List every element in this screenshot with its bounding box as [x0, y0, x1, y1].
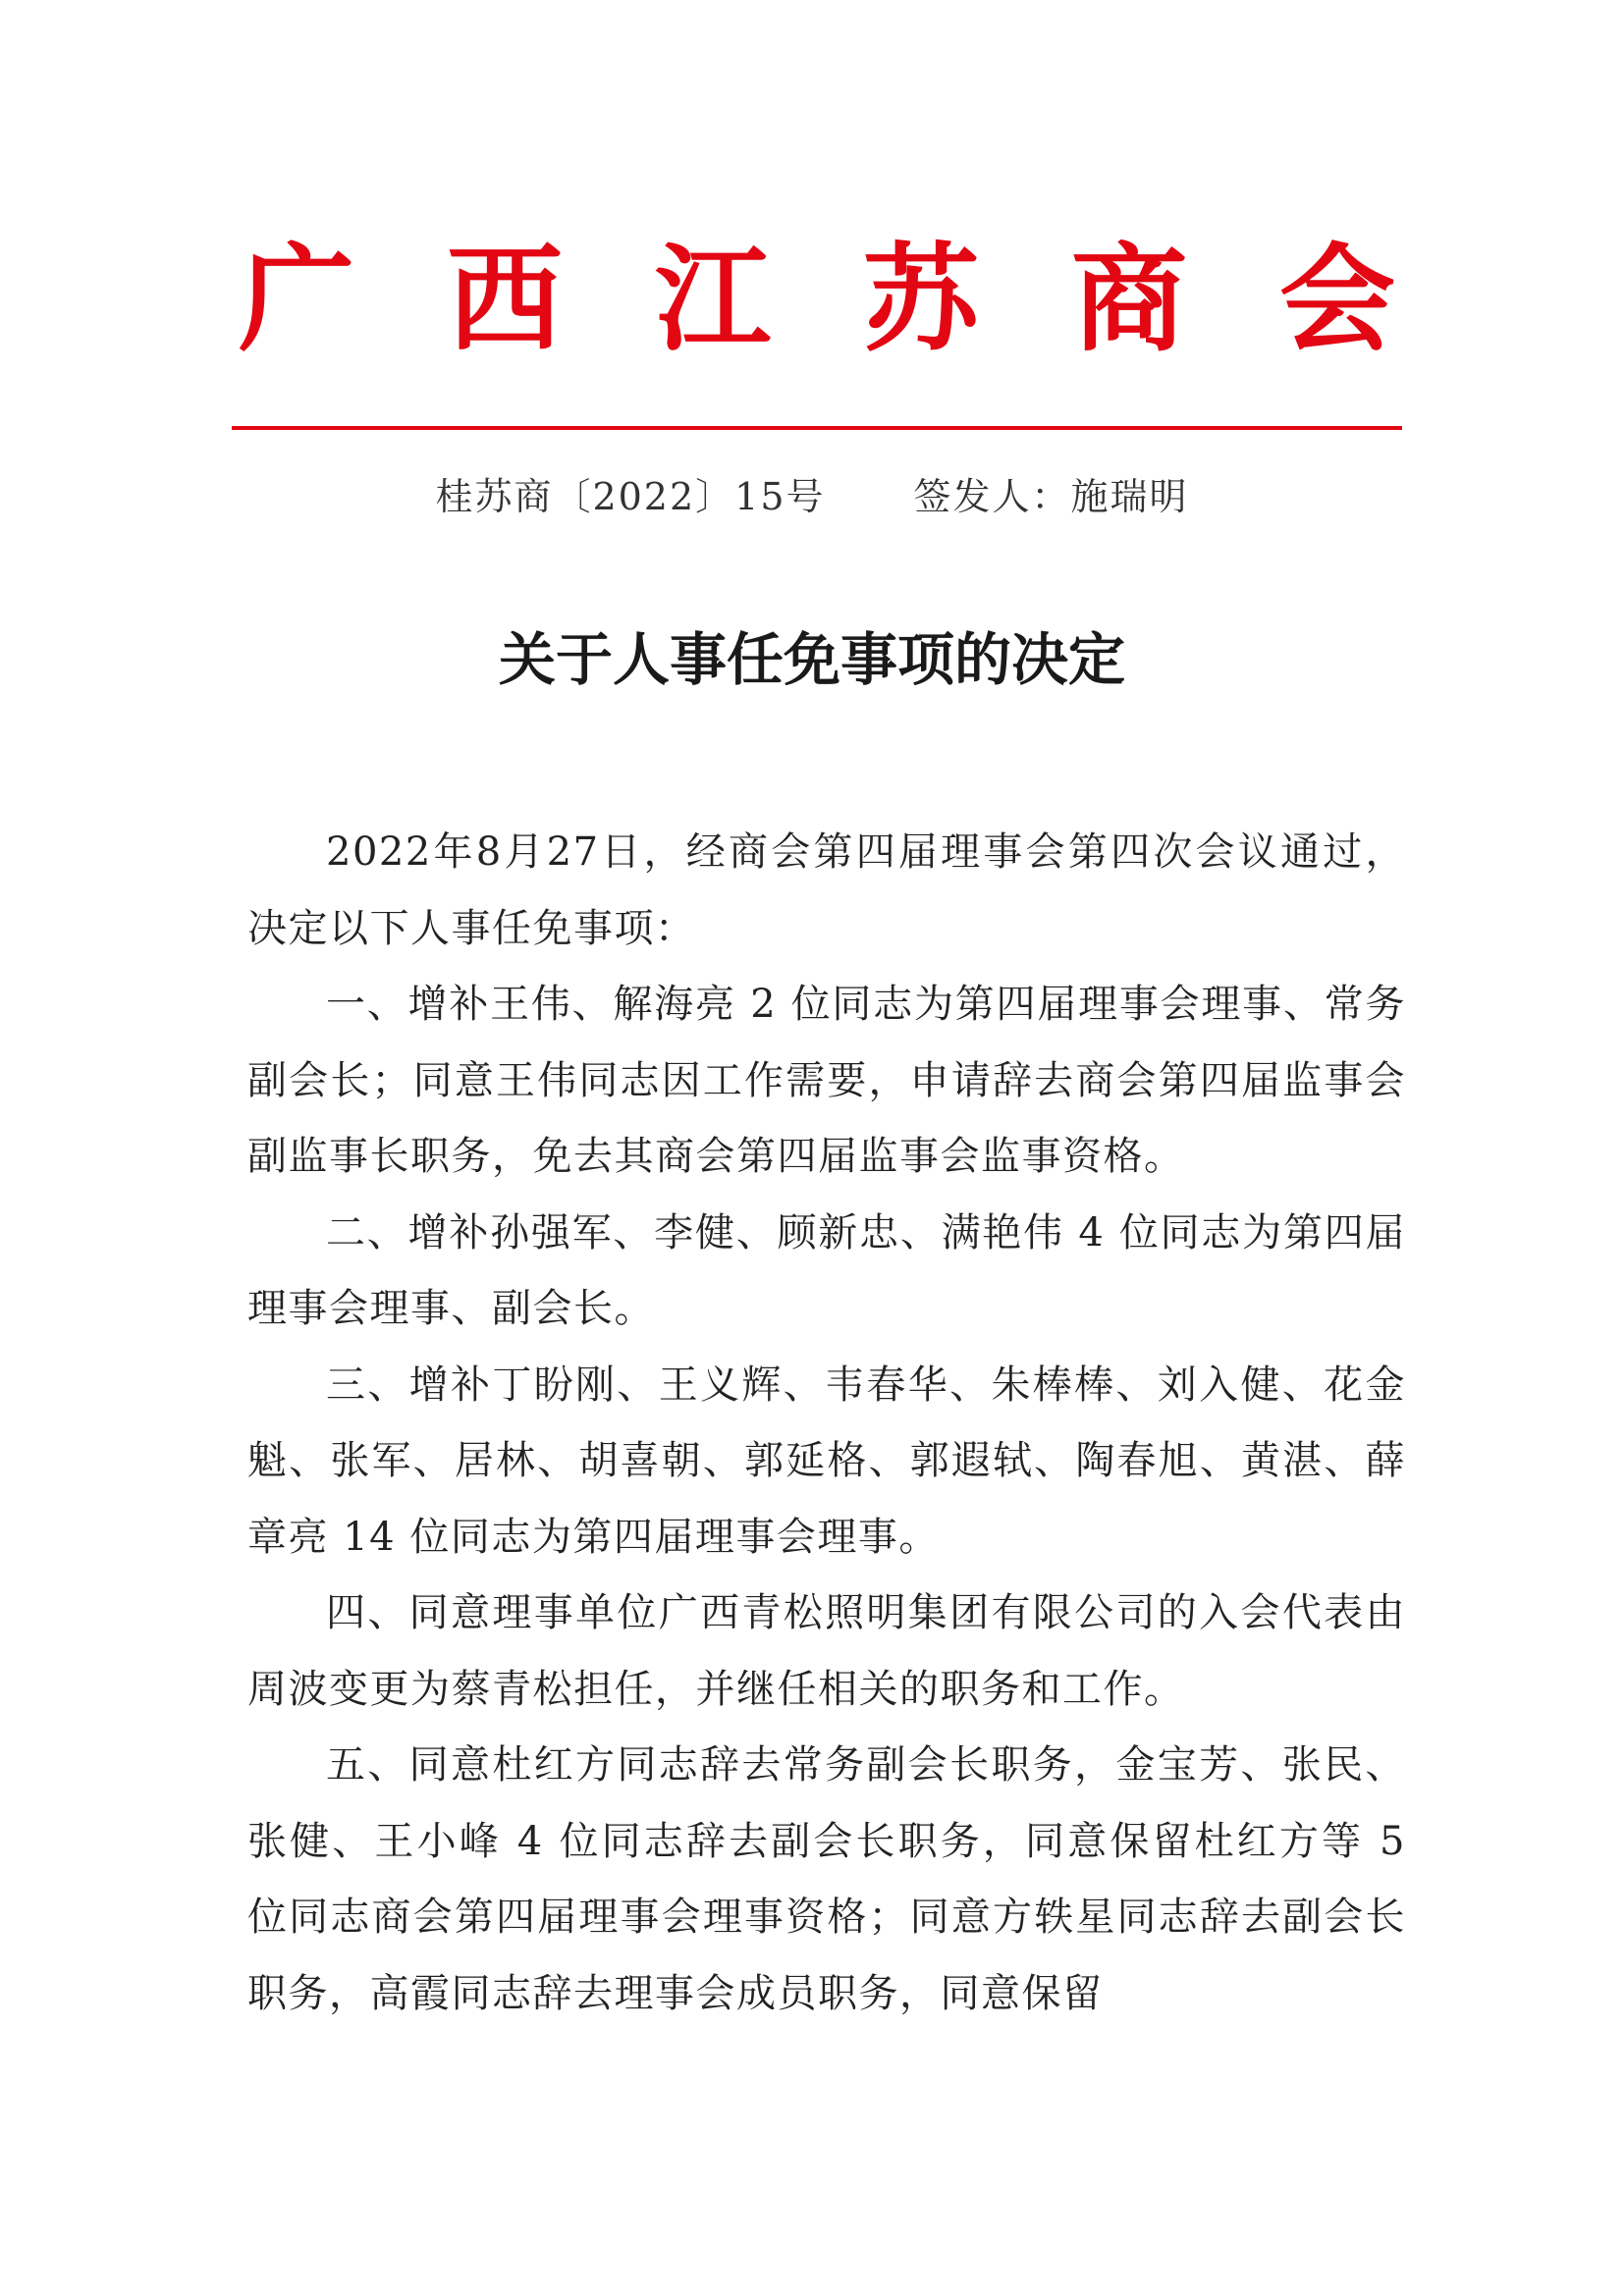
document-body	[247, 815, 1406, 2032]
org-char: 会	[1278, 231, 1395, 367]
paragraph: 一、增补王伟、解海亮 2 位同志为第四届理事会理事、常务副会长；同意王伟同志因工作需要，申请辞去商会第四届监事会副监事长职务，免去其商会第四届监事会监事资格。	[247, 982, 1406, 1179]
org-char: 西	[446, 231, 563, 367]
paragraph: 二、增补孙强军、李健、顾新忠、满艳伟 4 位同志为第四届理事会理事、副会长。	[247, 1209, 1406, 1331]
paragraph: 2022年8月27日，经商会第四届理事会第四次会议通过，决定以下人事任免事项：	[247, 829, 1406, 951]
header-divider	[232, 426, 1402, 430]
org-char: 商	[1070, 231, 1187, 367]
document-number: 桂苏商〔2022〕15号	[435, 475, 826, 518]
paragraph: 五、同意杜红方同志辞去常务副会长职务，金宝芳、张民、张健、王小峰 4 位同志辞去副会长职务，同意保留杜红方等 5 位同志商会第四届理事会理事资格；同意方轶星同志辞去副会长职务，高霞同志辞去理事会成员职务，同意保留	[247, 1742, 1406, 2016]
org-char: 广	[238, 231, 354, 367]
signer: 签发人：施瑞明	[913, 475, 1189, 518]
org-char: 苏	[862, 231, 979, 367]
organization-header	[233, 231, 1401, 367]
document-title: 关于人事任免事项的决定	[498, 626, 1125, 693]
paragraph: 三、增补丁盼刚、王义辉、韦春华、朱棒棒、刘入健、花金魁、张军、居林、胡喜朝、郭延格、郭遐轼、陶春旭、黄湛、薛章亮 14 位同志为第四届理事会理事。	[247, 1362, 1406, 1560]
org-char: 江	[654, 231, 771, 367]
document-meta	[0, 469, 1624, 524]
paragraph: 四、同意理事单位广西青松照明集团有限公司的入会代表由周波变更为蔡青松担任，并继任相关的职务和工作。	[247, 1590, 1406, 1712]
